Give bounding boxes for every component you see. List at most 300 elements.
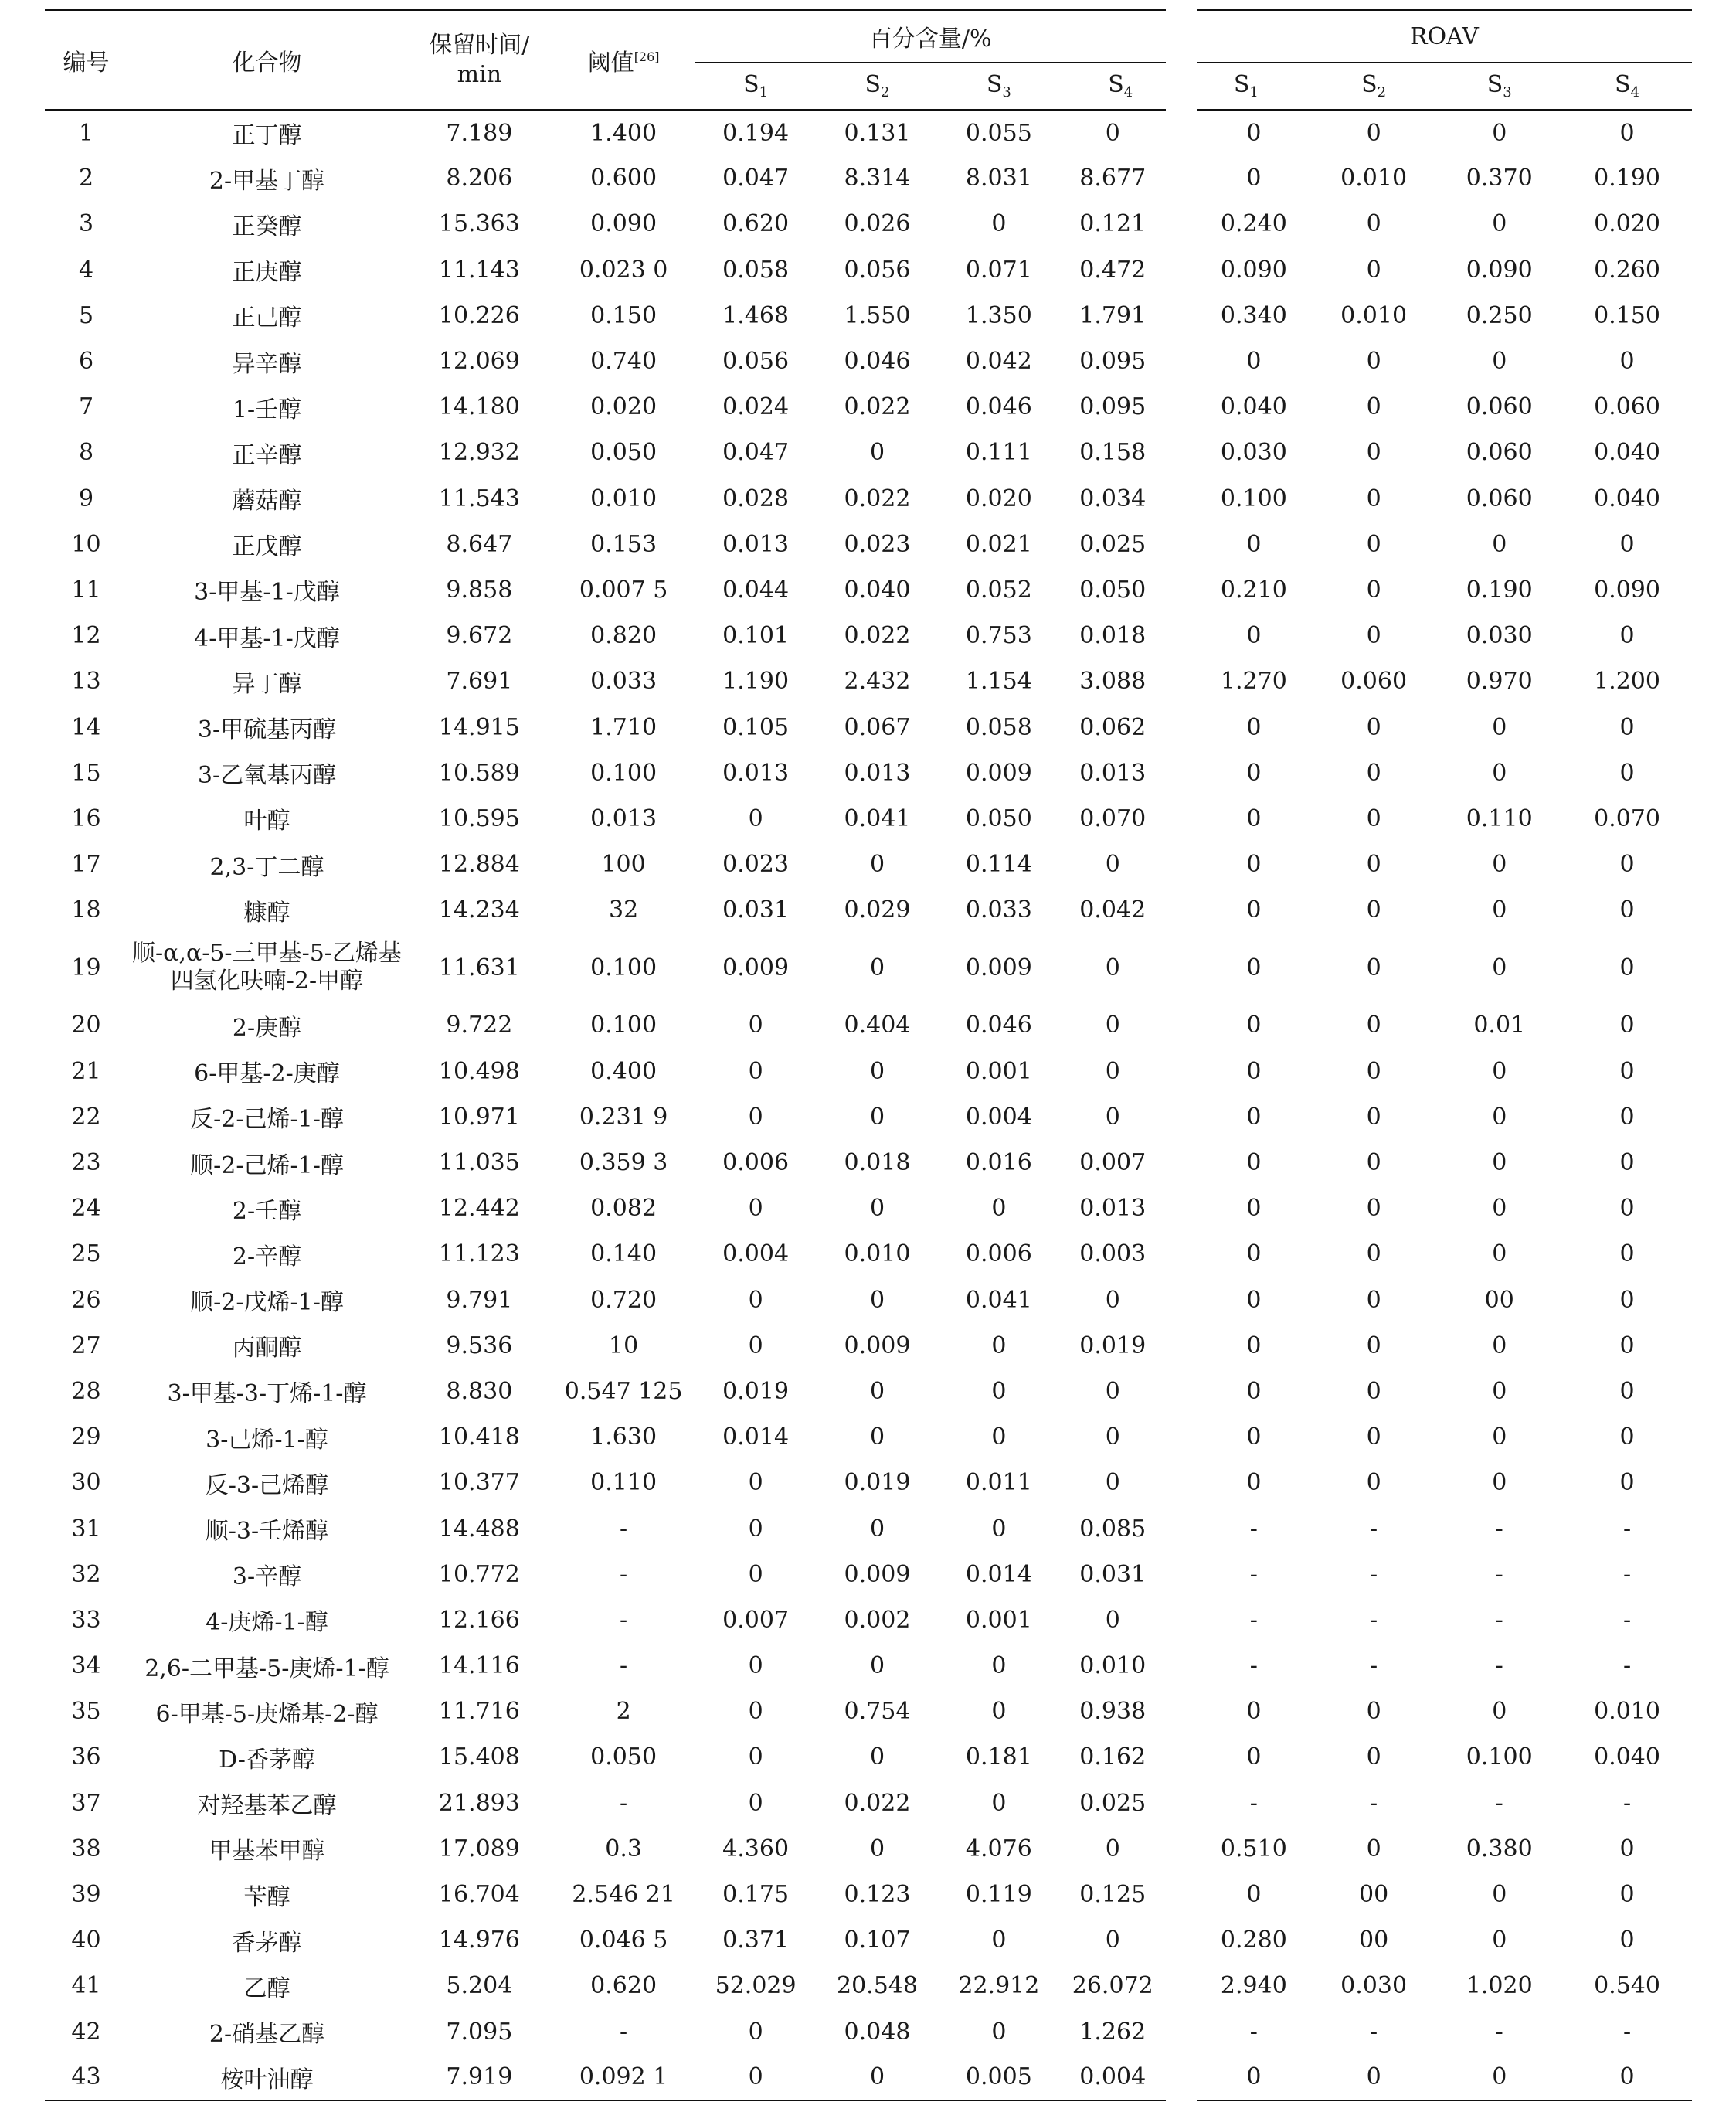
retention-time: 8.830	[446, 1377, 513, 1405]
percent-s3: 0	[991, 1515, 1007, 1542]
roav-s2: 0	[1366, 1835, 1381, 1862]
table-row	[45, 1643, 1692, 1689]
roav-s2: 0	[1366, 804, 1381, 832]
retention-time: 14.488	[438, 1515, 520, 1542]
threshold-value: 32	[609, 896, 639, 924]
roav-s3: 0	[1492, 530, 1507, 558]
percent-s2: 8.314	[844, 165, 911, 192]
row-number: 42	[71, 2018, 101, 2046]
retention-time: 7.095	[446, 2018, 513, 2046]
compound-name: 3-甲硫基丙醇	[197, 716, 337, 744]
roav-s3: -	[1495, 1789, 1503, 1817]
retention-time: 11.123	[438, 1240, 520, 1268]
threshold-value: 1.710	[590, 713, 657, 741]
roav-s4: -	[1622, 1515, 1632, 1542]
row-number: 29	[71, 1423, 101, 1451]
row-number: 17	[71, 851, 101, 879]
percent-s1: 0.058	[722, 256, 790, 284]
roav-s4: 0.150	[1594, 301, 1660, 329]
threshold-value: 2	[616, 1698, 631, 1726]
table-row	[45, 1460, 1692, 1505]
row-number: 19	[71, 954, 101, 981]
table-row	[45, 1049, 1692, 1094]
compound-name: 4-甲基-1-戊醇	[194, 624, 340, 652]
roav-s4: 0	[1619, 1012, 1635, 1039]
threshold-value: 0.013	[590, 804, 657, 832]
retention-time: 10.595	[438, 804, 520, 832]
header-roav-s2: $S_2$	[1311, 63, 1437, 111]
compound-name: 正己醇	[232, 304, 302, 332]
percent-s4: 0.034	[1079, 485, 1147, 512]
roav-s2: 0	[1366, 954, 1381, 981]
roav-s1: 0	[1181, 1689, 1311, 1734]
compound-name-line2: 四氢化呋喃-2-甲醇	[170, 968, 364, 995]
retention-time: 11.543	[438, 485, 520, 512]
percent-s1: 0	[748, 1103, 763, 1131]
percent-s3: 0.111	[965, 439, 1032, 467]
threshold-value: 0.082	[590, 1195, 657, 1223]
roav-s3: 0.060	[1466, 393, 1533, 421]
percent-s1: 0	[748, 1515, 763, 1542]
roav-s2: 0	[1366, 713, 1381, 741]
percent-s1: 0.014	[722, 1423, 790, 1451]
header-roav-s4: $S_4$	[1562, 63, 1692, 111]
table-row	[45, 155, 1692, 201]
header-pct-s4: $S_4$	[1060, 63, 1181, 111]
percent-s1: 0.006	[722, 1149, 790, 1177]
roav-s4: 0	[1619, 119, 1635, 147]
percent-s4: 0.158	[1079, 439, 1147, 467]
percent-s4: 0	[1105, 119, 1120, 147]
roav-s2: 0	[1366, 1103, 1381, 1131]
compound-name: 丙酮醇	[232, 1335, 302, 1362]
compound-name: 反-2-己烯-1-醇	[190, 1106, 344, 1134]
retention-time: 11.143	[438, 256, 520, 284]
threshold-value: 0.092 1	[579, 2063, 668, 2091]
percent-s2: 0.107	[844, 1927, 911, 1954]
compound-name: 2-甲基丁醇	[209, 167, 325, 195]
roav-s2: 0	[1366, 1240, 1381, 1268]
percent-s3: 4.076	[965, 1835, 1032, 1862]
roav-s1: 0.280	[1181, 1917, 1311, 1963]
percent-s2: 0	[869, 1103, 885, 1131]
retention-time: 12.166	[438, 1606, 520, 1634]
retention-time: 8.206	[446, 165, 513, 192]
percent-s2: 0.026	[844, 210, 911, 238]
percent-s1: 0.105	[722, 713, 790, 741]
threshold-value: 0.231 9	[579, 1103, 668, 1131]
retention-time: 10.772	[438, 1560, 520, 1588]
roav-s4: 0.060	[1594, 393, 1660, 421]
compound-name: 3-乙氧基丙醇	[197, 762, 337, 790]
threshold-value: 0.620	[590, 1972, 657, 2000]
roav-s1: 0	[1181, 1140, 1311, 1185]
percent-s4: 0	[1105, 1606, 1120, 1634]
percent-s2: 2.432	[844, 668, 911, 696]
percent-s3: 1.350	[965, 301, 1032, 329]
percent-s1: 0.056	[722, 348, 790, 376]
compound-name: 糠醇	[243, 899, 290, 927]
retention-time: 14.234	[438, 896, 520, 924]
compound-name: 对羟基苯乙醇	[197, 1792, 337, 1820]
threshold-value: 0.740	[590, 348, 657, 376]
roav-s2: 0	[1366, 896, 1381, 924]
table-row	[45, 1277, 1692, 1323]
percent-s4: 0.013	[1079, 1195, 1147, 1223]
table-row	[45, 430, 1692, 475]
roav-s1: 0	[1181, 522, 1311, 567]
compound-name-line1: 顺-α,α-5-三甲基-5-乙烯基	[132, 940, 402, 968]
roav-s3: 0	[1492, 1377, 1507, 1405]
roav-s1: 0	[1181, 933, 1311, 1002]
percent-s2: 0.022	[844, 393, 911, 421]
percent-s1: 0	[748, 1332, 763, 1359]
roav-s4: 0	[1619, 1286, 1635, 1314]
roav-s4: 0	[1619, 1240, 1635, 1268]
percent-s1: 0.194	[722, 119, 790, 147]
percent-s2: 0	[869, 1743, 885, 1771]
table-row	[45, 796, 1692, 842]
percent-s2: 0.754	[844, 1698, 911, 1726]
threshold-value: 0.110	[590, 1469, 657, 1497]
percent-s1: 0	[748, 1789, 763, 1817]
row-number: 30	[71, 1469, 101, 1497]
row-number: 7	[78, 393, 94, 421]
roav-s2: 0	[1366, 1012, 1381, 1039]
percent-s1: 0.013	[722, 530, 790, 558]
retention-time: 12.069	[438, 348, 520, 376]
percent-s3: 8.031	[965, 165, 1032, 192]
roav-s2: -	[1370, 1789, 1378, 1817]
retention-time: 9.536	[446, 1332, 513, 1359]
row-number: 26	[71, 1286, 101, 1314]
roav-s3: 0	[1492, 713, 1507, 741]
percent-s4: 0	[1105, 1927, 1120, 1954]
compound-name: 顺-2-戊烯-1-醇	[190, 1289, 344, 1317]
roav-s2: 00	[1359, 1927, 1389, 1954]
roav-s2: 0	[1366, 393, 1381, 421]
roav-s4: -	[1622, 1606, 1632, 1634]
threshold-value: 10	[609, 1332, 639, 1359]
compound-name: 正辛醇	[232, 441, 302, 469]
percent-s2: 0	[869, 954, 885, 981]
threshold-value: 0.140	[590, 1240, 657, 1268]
percent-s1: 0	[748, 1469, 763, 1497]
row-number: 40	[71, 1927, 101, 1954]
threshold-value: 0.820	[590, 622, 657, 650]
roav-s3: -	[1495, 1560, 1503, 1588]
roav-s2: 0	[1366, 1469, 1381, 1497]
percent-s3: 0	[991, 1195, 1007, 1223]
percent-s1: 0.007	[722, 1606, 790, 1634]
compound-name: 2,6-二甲基-5-庚烯-1-醇	[144, 1655, 389, 1682]
percent-s4: 8.677	[1079, 165, 1147, 192]
percent-s1: 0.101	[722, 622, 790, 650]
percent-s1: 0.009	[722, 954, 790, 981]
roav-s4: 0	[1619, 759, 1635, 787]
compound-name: 正戊醇	[232, 533, 302, 561]
roav-s3: 00	[1484, 1286, 1514, 1314]
row-number: 13	[71, 668, 101, 696]
roav-s3: 0	[1492, 1057, 1507, 1085]
table-row	[45, 201, 1692, 247]
percent-s1: 0	[748, 1652, 763, 1680]
compound-name: 1-壬醇	[232, 396, 302, 423]
roav-s1: 0	[1181, 1185, 1311, 1231]
retention-time: 10.589	[438, 759, 520, 787]
roav-s1: 0	[1181, 1872, 1311, 1917]
percent-s3: 0.042	[965, 348, 1032, 376]
percent-s1: 0	[748, 1195, 763, 1223]
percent-s1: 0.175	[722, 1881, 790, 1909]
table-row	[45, 1505, 1692, 1551]
percent-s4: 1.791	[1079, 301, 1147, 329]
roav-s2: 0	[1366, 851, 1381, 879]
roav-s2: 0	[1366, 485, 1381, 512]
roav-s1: 0.090	[1181, 247, 1311, 293]
table-row	[45, 750, 1692, 796]
compound-name: 2-壬醇	[232, 1197, 302, 1225]
retention-time: 15.363	[438, 210, 520, 238]
header-roav-s1: $S_1$	[1181, 63, 1311, 111]
roav-s2: 0.010	[1340, 165, 1408, 192]
percent-s1: 0.371	[722, 1927, 790, 1954]
threshold-value: 0.023 0	[579, 256, 668, 284]
roav-s4: 0	[1619, 713, 1635, 741]
threshold-value: 0.400	[590, 1057, 657, 1085]
percent-s3: 0	[991, 1377, 1007, 1405]
row-number: 32	[71, 1560, 101, 1588]
percent-s3: 0.052	[965, 576, 1032, 604]
compound-name: 2-辛醇	[232, 1243, 302, 1270]
retention-time: 11.035	[438, 1149, 520, 1177]
percent-s3: 0.001	[965, 1057, 1032, 1085]
roav-s4: 0.020	[1594, 210, 1660, 238]
percent-s2: 0	[869, 1057, 885, 1085]
roav-s3: 0	[1492, 1927, 1507, 1954]
percent-s1: 0.024	[722, 393, 790, 421]
roav-s4: 0	[1619, 1423, 1635, 1451]
roav-s1: 0	[1181, 155, 1311, 201]
roav-s3: 0	[1492, 1103, 1507, 1131]
percent-s3: 0	[991, 1652, 1007, 1680]
percent-s4: 0.007	[1079, 1149, 1147, 1177]
threshold-value: -	[620, 1789, 628, 1817]
percent-s3: 0.753	[965, 622, 1032, 650]
roav-s4: 0.260	[1594, 256, 1660, 284]
roav-s3: 0	[1492, 1195, 1507, 1223]
roav-s4: 0	[1619, 851, 1635, 879]
percent-s1: 0.019	[722, 1377, 790, 1405]
roav-s1: 0	[1181, 1734, 1311, 1780]
roav-s4: -	[1622, 1560, 1632, 1588]
roav-s4: 0.190	[1594, 165, 1660, 192]
compound-table	[45, 9, 1692, 2101]
percent-s3: 0.014	[965, 1560, 1032, 1588]
retention-time: 11.716	[438, 1698, 520, 1726]
percent-s4: 0.938	[1079, 1698, 1147, 1726]
roav-s2: 0	[1366, 1377, 1381, 1405]
roav-s3: 0	[1492, 210, 1507, 238]
row-number: 3	[78, 210, 94, 238]
percent-s1: 4.360	[722, 1835, 790, 1862]
percent-s1: 0.620	[722, 210, 790, 238]
table-row	[45, 567, 1692, 613]
retention-time: 7.691	[446, 668, 513, 696]
percent-s1: 1.190	[722, 668, 790, 696]
roav-s3: 0	[1492, 1332, 1507, 1359]
percent-s3: 0.005	[965, 2063, 1032, 2091]
percent-s3: 0.114	[965, 851, 1032, 879]
compound-name: 2,3-丁二醇	[209, 853, 324, 881]
percent-s4: 0	[1105, 1377, 1120, 1405]
roav-s2: 0	[1366, 1149, 1381, 1177]
roav-s2: 0	[1366, 1286, 1381, 1314]
percent-s4: 3.088	[1079, 668, 1147, 696]
threshold-value: 0.007 5	[579, 576, 668, 604]
table-row	[45, 933, 1692, 1002]
row-number: 38	[71, 1835, 101, 1862]
compound-name: 6-甲基-5-庚烯基-2-醇	[155, 1700, 379, 1728]
percent-s3: 0	[991, 1698, 1007, 1726]
percent-s4: 0.025	[1079, 530, 1147, 558]
roav-s1: 0	[1181, 1460, 1311, 1505]
percent-s3: 0.181	[965, 1743, 1032, 1771]
percent-s4: 0.062	[1079, 713, 1147, 741]
roav-s3: 0.060	[1466, 439, 1533, 467]
percent-s4: 0	[1105, 851, 1120, 879]
table-row	[45, 1094, 1692, 1140]
table-row	[45, 1781, 1692, 1826]
roav-s1: 0.210	[1181, 567, 1311, 613]
roav-s4: -	[1622, 2018, 1632, 2046]
roav-s3: 0.110	[1466, 804, 1533, 832]
roav-s3: -	[1495, 2018, 1503, 2046]
compound-name: 2-硝基乙醇	[209, 2021, 325, 2049]
percent-s1: 0	[748, 1057, 763, 1085]
percent-s3: 0.009	[965, 954, 1032, 981]
percent-s2: 0	[869, 851, 885, 879]
compound-name: 顺-2-己烯-1-醇	[190, 1151, 344, 1179]
threshold-value: -	[620, 1560, 628, 1588]
roav-s2: 0	[1366, 2063, 1381, 2091]
row-number: 11	[71, 576, 101, 604]
roav-s1: 0	[1181, 796, 1311, 842]
percent-s2: 1.550	[844, 301, 911, 329]
compound-name: 4-庚烯-1-醇	[206, 1609, 328, 1637]
percent-s2: 0.041	[844, 804, 911, 832]
percent-s3: 0	[991, 1332, 1007, 1359]
roav-s4: 0.090	[1594, 576, 1660, 604]
retention-time: 12.884	[438, 851, 520, 879]
compound-name: 异辛醇	[232, 350, 302, 378]
table-row	[45, 1917, 1692, 1963]
roav-s3: 0	[1492, 2063, 1507, 2091]
table-row	[45, 658, 1692, 704]
percent-s3: 0	[991, 2018, 1007, 2046]
percent-s3: 1.154	[965, 668, 1032, 696]
roav-s3: -	[1495, 1515, 1503, 1542]
roav-s4: 0.070	[1594, 804, 1660, 832]
row-number: 23	[71, 1149, 101, 1177]
table-body	[45, 110, 1692, 2100]
compound-name: 苄醇	[243, 1883, 290, 1911]
percent-s2: 0	[869, 1377, 885, 1405]
threshold-value: -	[620, 2018, 628, 2046]
row-number: 43	[71, 2063, 101, 2091]
percent-s4: 0	[1105, 1835, 1120, 1862]
table-row	[45, 110, 1692, 155]
roav-s1: 0	[1181, 1049, 1311, 1094]
retention-time: 8.647	[446, 530, 513, 558]
threshold-value: 0.020	[590, 393, 657, 421]
row-number: 27	[71, 1332, 101, 1359]
table-row	[45, 1323, 1692, 1369]
retention-time: 21.893	[438, 1789, 520, 1817]
compound-name: 6-甲基-2-庚醇	[194, 1060, 340, 1088]
roav-s2: -	[1370, 2018, 1378, 2046]
threshold-value: 0.100	[590, 954, 657, 981]
percent-s4: 0.019	[1079, 1332, 1147, 1359]
roav-s1: -	[1181, 1643, 1311, 1689]
percent-s3: 0.046	[965, 1012, 1032, 1039]
roav-s1: 0	[1181, 887, 1311, 933]
percent-s1: 0	[748, 1012, 763, 1039]
row-number: 41	[71, 1972, 101, 2000]
percent-s4: 0.018	[1079, 622, 1147, 650]
roav-s4: 0	[1619, 1103, 1635, 1131]
percent-s4: 0.121	[1079, 210, 1147, 238]
roav-s2: 0	[1366, 1423, 1381, 1451]
threshold-value: 0.100	[590, 1012, 657, 1039]
table-row	[45, 1414, 1692, 1460]
percent-s3: 0.011	[965, 1469, 1032, 1497]
roav-s1: -	[1181, 1505, 1311, 1551]
retention-time: 14.116	[438, 1652, 520, 1680]
table-row	[45, 842, 1692, 887]
percent-s1: 0	[748, 1286, 763, 1314]
roav-s2: -	[1370, 1606, 1378, 1634]
roav-s4: 0	[1619, 1332, 1635, 1359]
roav-s3: 1.020	[1466, 1972, 1533, 2000]
roav-s1: 0.510	[1181, 1826, 1311, 1872]
percent-s4: 0.162	[1079, 1743, 1147, 1771]
percent-s3: 0.021	[965, 530, 1032, 558]
table-header	[45, 10, 1692, 110]
percent-s4: 0.013	[1079, 759, 1147, 787]
percent-s2: 0.023	[844, 530, 911, 558]
row-number: 1	[78, 119, 94, 147]
compound-name: 3-辛醇	[232, 1563, 302, 1591]
roav-s1: -	[1181, 1781, 1311, 1826]
roav-s3: 0.250	[1466, 301, 1533, 329]
retention-time: 15.408	[438, 1743, 520, 1771]
row-number: 6	[78, 348, 94, 376]
header-pct-s2: $S_2$	[817, 63, 938, 111]
table-row	[45, 1689, 1692, 1734]
percent-s3: 0.020	[965, 485, 1032, 512]
percent-s3: 0.004	[965, 1103, 1032, 1131]
roav-s4: 0	[1619, 348, 1635, 376]
compound-name: 蘑菇醇	[232, 488, 302, 515]
roav-s1: -	[1181, 1597, 1311, 1643]
roav-s2: 0	[1366, 530, 1381, 558]
roav-s2: 0.010	[1340, 301, 1408, 329]
table-row	[45, 2055, 1692, 2100]
percent-s1: 0	[748, 804, 763, 832]
threshold-value: 0.090	[590, 210, 657, 238]
roav-s4: 0	[1619, 530, 1635, 558]
